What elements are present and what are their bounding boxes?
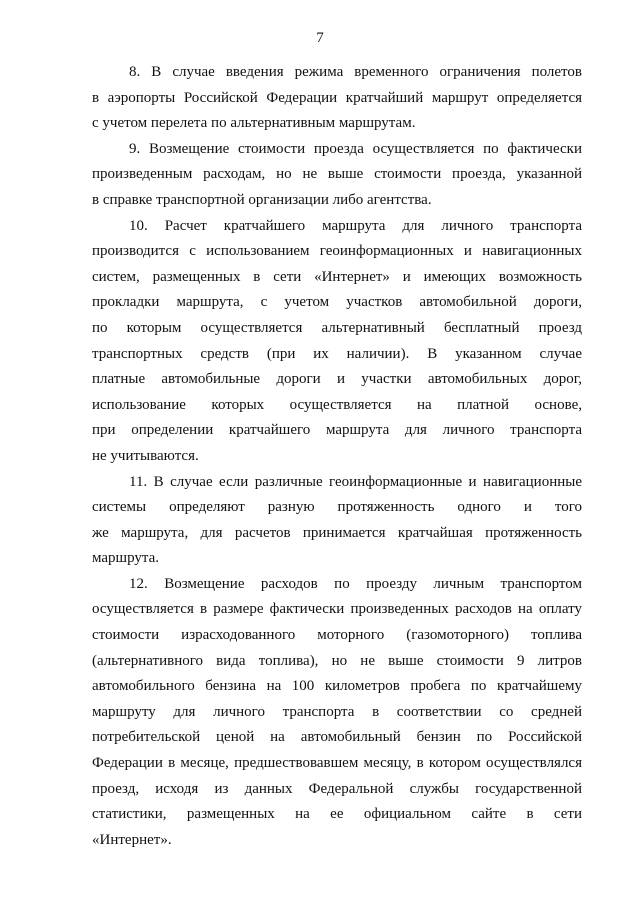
paragraph bbox=[92, 470, 582, 572]
text-line: (альтернативного вида топлива), но не выше стоимости 9 литров bbox=[92, 652, 582, 669]
text-line: системы определяют разную протяженность одного и того bbox=[92, 499, 582, 516]
text-line: в аэропорты Российской Федерации кратчайший маршрут определяется bbox=[92, 89, 582, 106]
text-line: стоимости израсходованного моторного (газомоторного) топлива bbox=[92, 627, 582, 644]
text-line: 11. В случае если различные геоинформационные и навигационные bbox=[129, 473, 582, 490]
text-line: транспортных средств (при их наличии). В указанном случае bbox=[92, 345, 582, 362]
text-line: «Интернет». bbox=[92, 831, 172, 848]
text-line: осуществляется в размере фактически произведенных расходов на оплату bbox=[92, 601, 582, 618]
text-line: произведенным расходам, но не выше стоимости проезда, указанной bbox=[92, 166, 582, 183]
text-line: прокладки маршрута, с учетом участков автомобильной дороги, bbox=[92, 294, 582, 311]
paragraph bbox=[92, 60, 582, 137]
text-line: производится с использованием геоинформационных и навигационных bbox=[92, 243, 582, 260]
text-line: использование которых осуществляется на платной основе, bbox=[92, 396, 582, 413]
text-line: Федерации в месяце, предшествовавшем месяцу, в котором осуществлялся bbox=[92, 755, 582, 772]
document-body bbox=[92, 60, 582, 853]
text-line: потребительской ценой на автомобильный бензин по Российской bbox=[92, 729, 582, 746]
paragraph bbox=[92, 572, 582, 854]
text-line: по которым осуществляется альтернативный бесплатный проезд bbox=[92, 319, 582, 336]
paragraph bbox=[92, 214, 582, 470]
text-line: систем, размещенных в сети «Интернет» и имеющих возможность bbox=[92, 268, 582, 285]
page-number: 7 bbox=[316, 30, 324, 46]
text-line: при определении кратчайшего маршрута для личного транспорта bbox=[92, 422, 582, 439]
text-line: не учитываются. bbox=[92, 447, 199, 464]
text-line: статистики, размещенных на ее официальном сайте в сети bbox=[92, 806, 582, 823]
text-line: платные автомобильные дороги и участки автомобильных дорог, bbox=[92, 371, 582, 388]
paragraph bbox=[92, 137, 582, 214]
text-line: маршруту для личного транспорта в соответствии со средней bbox=[92, 703, 582, 720]
text-line: с учетом перелета по альтернативным маршрутам. bbox=[92, 115, 416, 132]
text-line: 10. Расчет кратчайшего маршрута для личного транспорта bbox=[129, 217, 582, 234]
text-line: 12. Возмещение расходов по проезду личным транспортом bbox=[129, 575, 582, 592]
text-line: 9. Возмещение стоимости проезда осуществляется по фактически bbox=[129, 140, 582, 157]
text-line: же маршрута, для расчетов принимается кратчайшая протяженность bbox=[92, 524, 582, 541]
text-line: в справке транспортной организации либо агентства. bbox=[92, 191, 432, 208]
text-line: проезд, исходя из данных Федеральной службы государственной bbox=[92, 780, 582, 797]
text-line: маршрута. bbox=[92, 550, 160, 567]
text-line: автомобильного бензина на 100 километров пробега по кратчайшему bbox=[92, 678, 582, 695]
text-line: 8. В случае введения режима временного ограничения полетов bbox=[129, 64, 582, 80]
